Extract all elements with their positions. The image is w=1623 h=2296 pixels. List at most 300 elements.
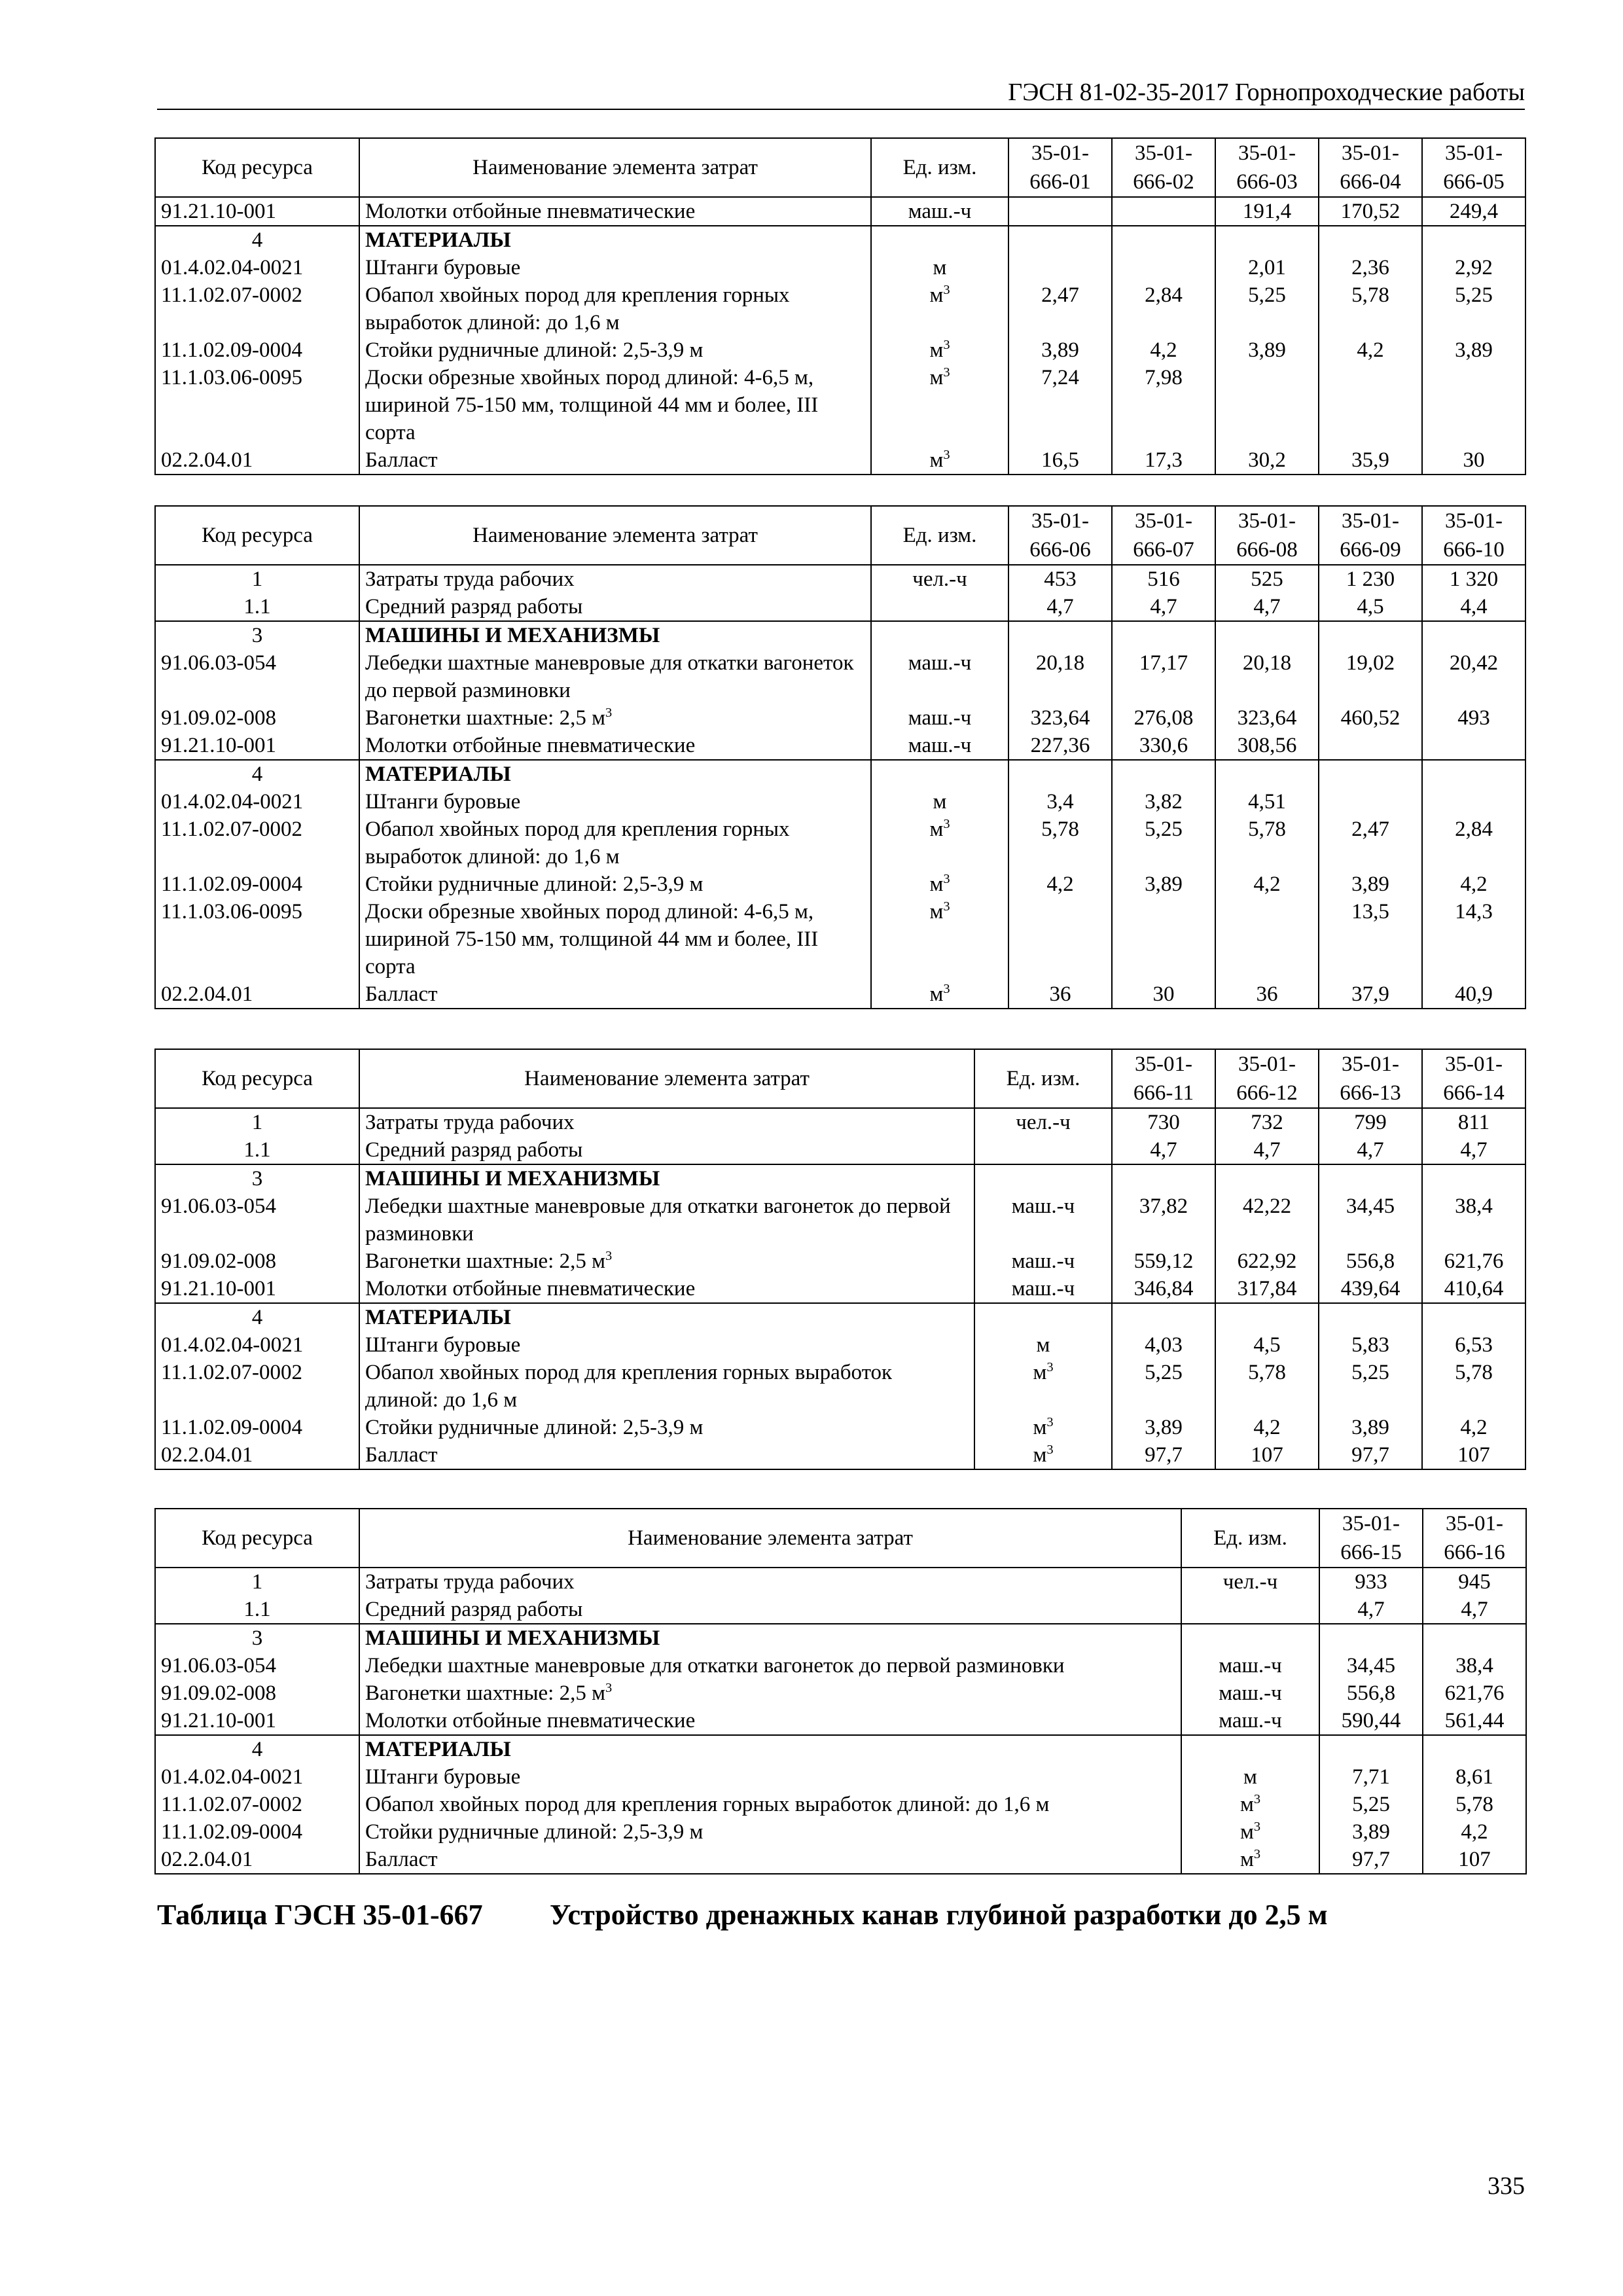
norm-value: 20,18 <box>1008 649 1112 704</box>
norm-value: 20,18 <box>1215 649 1319 704</box>
resource-code: 1.1 <box>155 593 359 621</box>
norm-value: 933 <box>1319 1568 1423 1596</box>
norm-value: 590,44 <box>1319 1707 1423 1735</box>
norm-value: 14,3 <box>1422 898 1525 980</box>
norm-value: 4,03 <box>1112 1331 1215 1359</box>
header-norm-code: 35-01- 666-10 <box>1422 506 1525 565</box>
norm-value: 561,44 <box>1423 1707 1526 1735</box>
norm-value: 35,9 <box>1319 446 1422 475</box>
unit-of-measure: м <box>871 788 1008 816</box>
norm-value: 799 <box>1319 1108 1422 1136</box>
table-row <box>155 816 1525 870</box>
table-row <box>155 1596 1526 1624</box>
norm-value: 7,98 <box>1112 364 1215 446</box>
resource-code: 91.21.10-001 <box>155 1707 359 1735</box>
norm-value <box>1008 621 1112 649</box>
cost-element-name: Вагонетки шахтные: 2,5 $м^3$ <box>359 1247 974 1275</box>
unit-of-measure: $м^3$ <box>871 980 1008 1009</box>
norm-value: 3,89 <box>1319 870 1422 898</box>
resource-code: 11.1.02.07-0002 <box>155 816 359 870</box>
norm-value <box>1215 364 1319 446</box>
resource-code: 4 <box>155 760 359 788</box>
cost-element-name: Доски обрезные хвойных пород длиной: 4-6,5 м, шириной 75-150 мм, толщиной 44 мм и более, III сорта <box>359 898 871 980</box>
norm-value <box>1215 760 1319 788</box>
header-norm-code: 35-01- 666-09 <box>1319 506 1422 565</box>
norm-value: 37,9 <box>1319 980 1422 1009</box>
norm-value: 7,71 <box>1319 1763 1423 1791</box>
cost-element-name: МАТЕРИАЛЫ <box>359 760 871 788</box>
norm-value <box>1215 226 1319 254</box>
unit-of-measure: $м^3$ <box>871 336 1008 364</box>
norm-value: 5,25 <box>1422 281 1525 336</box>
cost-element-name: Обапол хвойных пород для крепления горных выработок длиной: до 1,6 м <box>359 281 871 336</box>
table-row <box>155 1818 1526 1846</box>
unit-of-measure: м <box>871 254 1008 281</box>
norm-value: 317,84 <box>1215 1275 1319 1303</box>
cost-element-name: Балласт <box>359 446 871 475</box>
norm-value: 730 <box>1112 1108 1215 1136</box>
table-row <box>155 760 1525 788</box>
norm-value: 2,01 <box>1215 254 1319 281</box>
norm-value <box>1319 226 1422 254</box>
header-unit: Ед. изм. <box>871 138 1008 197</box>
norm-value: 34,45 <box>1319 1193 1422 1247</box>
norm-value <box>1423 1735 1526 1763</box>
table-row <box>155 1164 1525 1193</box>
table-row <box>155 1441 1525 1469</box>
header-code: Код ресурса <box>155 1049 359 1108</box>
norm-value: 308,56 <box>1215 732 1319 760</box>
unit-of-measure: $м^3$ <box>871 870 1008 898</box>
norm-value: 4,2 <box>1422 1414 1525 1441</box>
unit-of-measure: чел.-ч <box>1181 1568 1319 1596</box>
norm-value: 4,7 <box>1423 1596 1526 1624</box>
table-row <box>155 565 1525 593</box>
unit-of-measure <box>871 226 1008 254</box>
header-name: Наименование элемента затрат <box>359 1049 974 1108</box>
resource-code: 11.1.02.09-0004 <box>155 336 359 364</box>
norm-value: 5,78 <box>1215 816 1319 870</box>
norm-value: 516 <box>1112 565 1215 593</box>
norm-value: 410,64 <box>1422 1275 1525 1303</box>
norm-value <box>1008 197 1112 226</box>
norm-value <box>1422 760 1525 788</box>
cost-element-name: Обапол хвойных пород для крепления горных выработок длиной: до 1,6 м <box>359 1791 1181 1818</box>
header-name: Наименование элемента затрат <box>359 138 871 197</box>
table-row <box>155 1624 1526 1652</box>
norm-value: 107 <box>1423 1846 1526 1874</box>
norm-value <box>1422 1164 1525 1193</box>
unit-of-measure <box>871 760 1008 788</box>
norm-value: 3,89 <box>1112 870 1215 898</box>
cost-element-name: МАТЕРИАЛЫ <box>359 1735 1181 1763</box>
header-code: Код ресурса <box>155 1509 359 1568</box>
resource-code: 91.09.02-008 <box>155 704 359 732</box>
norm-value: 38,4 <box>1422 1193 1525 1247</box>
cost-element-name: Штанги буровые <box>359 1331 974 1359</box>
resource-code: 01.4.02.04-0021 <box>155 1331 359 1359</box>
cost-element-name: Балласт <box>359 1441 974 1469</box>
unit-of-measure: маш.-ч <box>871 197 1008 226</box>
cost-element-name: Обапол хвойных пород для крепления горных выработок длиной: до 1,6 м <box>359 1359 974 1414</box>
norm-value: 6,53 <box>1422 1331 1525 1359</box>
unit-of-measure: $м^3$ <box>871 364 1008 446</box>
norm-value: 2,36 <box>1319 254 1422 281</box>
table-row <box>155 621 1525 649</box>
cost-element-name: Средний разряд работы <box>359 593 871 621</box>
unit-of-measure: маш.-ч <box>871 649 1008 704</box>
norm-value <box>1422 1303 1525 1331</box>
unit-of-measure: маш.-ч <box>1181 1679 1319 1707</box>
norm-value: 4,2 <box>1215 1414 1319 1441</box>
norm-value: 5,25 <box>1319 1359 1422 1414</box>
resource-code: 1 <box>155 1108 359 1136</box>
table-header-row <box>155 1509 1526 1568</box>
cost-element-name: Лебедки шахтные маневровые для откатки вагонеток до первой разминовки <box>359 1193 974 1247</box>
norm-value <box>1112 621 1215 649</box>
table-header-row <box>155 1049 1525 1108</box>
unit-of-measure <box>974 1136 1112 1164</box>
header-name: Наименование элемента затрат <box>359 1509 1181 1568</box>
norm-value: 17,17 <box>1112 649 1215 704</box>
header-norm-code: 35-01- 666-06 <box>1008 506 1112 565</box>
cost-element-name: Средний разряд работы <box>359 1596 1181 1624</box>
unit-of-measure: маш.-ч <box>974 1193 1112 1247</box>
norm-value: 811 <box>1422 1108 1525 1136</box>
table-row <box>155 197 1525 226</box>
unit-of-measure: $м^3$ <box>974 1359 1112 1414</box>
header-norm-code: 35-01- 666-01 <box>1008 138 1112 197</box>
norm-value: 4,2 <box>1008 870 1112 898</box>
norm-value: 42,22 <box>1215 1193 1319 1247</box>
norm-value: 4,7 <box>1112 593 1215 621</box>
unit-of-measure <box>1181 1735 1319 1763</box>
norm-value: 945 <box>1423 1568 1526 1596</box>
cost-element-name: Балласт <box>359 1846 1181 1874</box>
resource-code: 11.1.03.06-0095 <box>155 364 359 446</box>
norm-value <box>1008 254 1112 281</box>
norm-value <box>1422 621 1525 649</box>
resource-code: 91.21.10-001 <box>155 1275 359 1303</box>
table-row <box>155 1136 1525 1164</box>
norm-value: 732 <box>1215 1108 1319 1136</box>
unit-of-measure <box>974 1303 1112 1331</box>
norm-value: 4,2 <box>1422 870 1525 898</box>
header-norm-code: 35-01- 666-02 <box>1112 138 1215 197</box>
norm-value <box>1319 1624 1423 1652</box>
cost-element-name: МАШИНЫ И МЕХАНИЗМЫ <box>359 621 871 649</box>
table-row <box>155 1247 1525 1275</box>
table-row <box>155 364 1525 446</box>
norm-value: 4,7 <box>1215 593 1319 621</box>
norm-value: 30,2 <box>1215 446 1319 475</box>
cost-element-name: Затраты труда рабочих <box>359 565 871 593</box>
header-norm-code: 35-01- 666-16 <box>1423 1509 1526 1568</box>
unit-of-measure: $м^3$ <box>974 1441 1112 1469</box>
table-row <box>155 1791 1526 1818</box>
unit-of-measure: $м^3$ <box>1181 1818 1319 1846</box>
norm-value: 493 <box>1422 704 1525 732</box>
norm-value: 16,5 <box>1008 446 1112 475</box>
norm-value: 36 <box>1008 980 1112 1009</box>
norm-value: 323,64 <box>1008 704 1112 732</box>
table-row <box>155 446 1525 475</box>
cost-element-name: Затраты труда рабочих <box>359 1108 974 1136</box>
cost-element-name: МАТЕРИАЛЫ <box>359 226 871 254</box>
header-norm-code: 35-01- 666-11 <box>1112 1049 1215 1108</box>
norm-value: 5,25 <box>1112 816 1215 870</box>
unit-of-measure <box>1181 1596 1319 1624</box>
resource-code: 11.1.02.09-0004 <box>155 870 359 898</box>
section-table-number: Таблица ГЭСН 35-01-667 <box>157 1899 483 1931</box>
header-norm-code: 35-01- 666-03 <box>1215 138 1319 197</box>
norm-value: 5,25 <box>1319 1791 1423 1818</box>
table-row <box>155 254 1525 281</box>
table-row <box>155 1303 1525 1331</box>
norm-value: 227,36 <box>1008 732 1112 760</box>
resource-code: 1.1 <box>155 1136 359 1164</box>
cost-table-4 <box>154 1508 1527 1874</box>
table-header-row <box>155 138 1525 197</box>
norm-value: 97,7 <box>1319 1441 1422 1469</box>
norm-value <box>1319 1164 1422 1193</box>
unit-of-measure: маш.-ч <box>871 704 1008 732</box>
norm-value: 4,7 <box>1422 1136 1525 1164</box>
unit-of-measure: чел.-ч <box>974 1108 1112 1136</box>
header-name: Наименование элемента затрат <box>359 506 871 565</box>
norm-value: 330,6 <box>1112 732 1215 760</box>
cost-table-3 <box>154 1049 1526 1470</box>
cost-element-name: Балласт <box>359 980 871 1009</box>
table-row <box>155 980 1525 1009</box>
norm-value: 5,78 <box>1215 1359 1319 1414</box>
table-row <box>155 1707 1526 1735</box>
norm-value: 4,7 <box>1319 1136 1422 1164</box>
header-code: Код ресурса <box>155 506 359 565</box>
cost-element-name: Молотки отбойные пневматические <box>359 1707 1181 1735</box>
table-row <box>155 336 1525 364</box>
norm-value: 3,89 <box>1008 336 1112 364</box>
norm-value <box>1112 760 1215 788</box>
table-row <box>155 649 1525 704</box>
norm-value: 4,2 <box>1423 1818 1526 1846</box>
norm-value: 36 <box>1215 980 1319 1009</box>
norm-value <box>1423 1624 1526 1652</box>
section-title <box>157 1897 1525 1933</box>
resource-code: 91.21.10-001 <box>155 732 359 760</box>
unit-of-measure: $м^3$ <box>974 1414 1112 1441</box>
cost-element-name: МАШИНЫ И МЕХАНИЗМЫ <box>359 1164 974 1193</box>
resource-code: 11.1.02.09-0004 <box>155 1818 359 1846</box>
cost-element-name: Доски обрезные хвойных пород длиной: 4-6,5 м, шириной 75-150 мм, толщиной 44 мм и более, III сорта <box>359 364 871 446</box>
table-row <box>155 1652 1526 1679</box>
unit-of-measure: маш.-ч <box>974 1275 1112 1303</box>
resource-code: 4 <box>155 1303 359 1331</box>
norm-value: 5,25 <box>1112 1359 1215 1414</box>
table-row <box>155 1846 1526 1874</box>
header-norm-code: 35-01- 666-13 <box>1319 1049 1422 1108</box>
norm-value: 3,82 <box>1112 788 1215 816</box>
norm-value <box>1319 760 1422 788</box>
resource-code: 02.2.04.01 <box>155 1441 359 1469</box>
norm-value: 4,2 <box>1215 870 1319 898</box>
header-unit: Ед. изм. <box>871 506 1008 565</box>
norm-value: 4,2 <box>1112 336 1215 364</box>
cost-element-name: МАТЕРИАЛЫ <box>359 1303 974 1331</box>
table-row <box>155 1193 1525 1247</box>
norm-value <box>1319 364 1422 446</box>
norm-value <box>1422 732 1525 760</box>
norm-value <box>1319 788 1422 816</box>
norm-value: 5,78 <box>1422 1359 1525 1414</box>
norm-value: 2,92 <box>1422 254 1525 281</box>
header-rule <box>157 109 1525 110</box>
table-row <box>155 1331 1525 1359</box>
norm-value: 2,47 <box>1319 816 1422 870</box>
norm-value <box>1215 898 1319 980</box>
norm-value: 191,4 <box>1215 197 1319 226</box>
header-norm-code: 35-01- 666-07 <box>1112 506 1215 565</box>
norm-value: 38,4 <box>1423 1652 1526 1679</box>
norm-value: 622,92 <box>1215 1247 1319 1275</box>
norm-value: 4,2 <box>1319 336 1422 364</box>
norm-value: 439,64 <box>1319 1275 1422 1303</box>
resource-code: 11.1.02.07-0002 <box>155 1359 359 1414</box>
norm-value: 30 <box>1112 980 1215 1009</box>
resource-code: 4 <box>155 226 359 254</box>
norm-value <box>1008 226 1112 254</box>
unit-of-measure: $м^3$ <box>871 816 1008 870</box>
resource-code: 02.2.04.01 <box>155 1846 359 1874</box>
cost-table-1 <box>154 137 1526 475</box>
norm-value <box>1215 1303 1319 1331</box>
norm-value: 4,51 <box>1215 788 1319 816</box>
table-row <box>155 1763 1526 1791</box>
header-norm-code: 35-01- 666-14 <box>1422 1049 1525 1108</box>
cost-element-name: Штанги буровые <box>359 1763 1181 1791</box>
norm-value: 30 <box>1422 446 1525 475</box>
norm-value: 3,89 <box>1319 1414 1422 1441</box>
resource-code: 91.06.03-054 <box>155 649 359 704</box>
norm-value: 170,52 <box>1319 197 1422 226</box>
norm-value: 621,76 <box>1423 1679 1526 1707</box>
unit-of-measure: $м^3$ <box>871 446 1008 475</box>
table-row <box>155 732 1525 760</box>
table-row <box>155 1568 1526 1596</box>
norm-value: 276,08 <box>1112 704 1215 732</box>
page-number: 335 <box>1488 2172 1525 2200</box>
header-norm-code: 35-01- 666-08 <box>1215 506 1319 565</box>
cost-element-name: Вагонетки шахтные: 2,5 $м^3$ <box>359 1679 1181 1707</box>
norm-value: 4,7 <box>1112 1136 1215 1164</box>
resource-code: 91.06.03-054 <box>155 1652 359 1679</box>
norm-value: 5,25 <box>1215 281 1319 336</box>
norm-value: 37,82 <box>1112 1193 1215 1247</box>
norm-value <box>1112 254 1215 281</box>
resource-code: 4 <box>155 1735 359 1763</box>
unit-of-measure <box>974 1164 1112 1193</box>
norm-value: 97,7 <box>1112 1441 1215 1469</box>
norm-value <box>1422 226 1525 254</box>
unit-of-measure <box>1181 1624 1319 1652</box>
resource-code: 3 <box>155 1164 359 1193</box>
table-row <box>155 1735 1526 1763</box>
norm-value: 1 230 <box>1319 565 1422 593</box>
cost-element-name: Молотки отбойные пневматические <box>359 732 871 760</box>
header-unit: Ед. изм. <box>974 1049 1112 1108</box>
norm-value: 3,4 <box>1008 788 1112 816</box>
header-norm-code: 35-01- 666-15 <box>1319 1509 1423 1568</box>
resource-code: 1 <box>155 565 359 593</box>
header-norm-code: 35-01- 666-05 <box>1422 138 1525 197</box>
norm-value <box>1319 1735 1423 1763</box>
norm-value: 525 <box>1215 565 1319 593</box>
table-row <box>155 788 1525 816</box>
resource-code: 91.06.03-054 <box>155 1193 359 1247</box>
cost-element-name: Молотки отбойные пневматические <box>359 197 871 226</box>
norm-value: 40,9 <box>1422 980 1525 1009</box>
norm-value: 4,7 <box>1319 1596 1423 1624</box>
norm-value <box>1215 1164 1319 1193</box>
resource-code: 91.09.02-008 <box>155 1679 359 1707</box>
norm-value: 249,4 <box>1422 197 1525 226</box>
norm-value <box>1422 788 1525 816</box>
norm-value <box>1112 226 1215 254</box>
norm-value: 4,5 <box>1215 1331 1319 1359</box>
table-row <box>155 593 1525 621</box>
table-row <box>155 281 1525 336</box>
resource-code: 1 <box>155 1568 359 1596</box>
cost-element-name: Стойки рудничные длиной: 2,5-3,9 м <box>359 870 871 898</box>
norm-value: 5,78 <box>1319 281 1422 336</box>
table-row <box>155 226 1525 254</box>
cost-element-name: Обапол хвойных пород для крепления горных выработок длиной: до 1,6 м <box>359 816 871 870</box>
norm-value: 107 <box>1422 1441 1525 1469</box>
norm-value <box>1319 732 1422 760</box>
norm-value: 17,3 <box>1112 446 1215 475</box>
cost-element-name: Стойки рудничные длиной: 2,5-3,9 м <box>359 1414 974 1441</box>
norm-value <box>1112 1164 1215 1193</box>
norm-value: 4,7 <box>1008 593 1112 621</box>
resource-code: 91.09.02-008 <box>155 1247 359 1275</box>
norm-value <box>1319 1303 1422 1331</box>
cost-element-name: Стойки рудничные длиной: 2,5-3,9 м <box>359 336 871 364</box>
norm-value: 3,89 <box>1112 1414 1215 1441</box>
resource-code: 3 <box>155 1624 359 1652</box>
norm-value: 2,47 <box>1008 281 1112 336</box>
norm-value <box>1112 898 1215 980</box>
norm-value: 97,7 <box>1319 1846 1423 1874</box>
header-norm-code: 35-01- 666-04 <box>1319 138 1422 197</box>
norm-value: 621,76 <box>1422 1247 1525 1275</box>
resource-code: 02.2.04.01 <box>155 446 359 475</box>
cost-element-name: Средний разряд работы <box>359 1136 974 1164</box>
table-row <box>155 704 1525 732</box>
table-row <box>155 1275 1525 1303</box>
norm-value <box>1215 621 1319 649</box>
norm-value: 13,5 <box>1319 898 1422 980</box>
header-unit: Ед. изм. <box>1181 1509 1319 1568</box>
cost-element-name: Лебедки шахтные маневровые для откатки вагонеток до первой разминовки <box>359 649 871 704</box>
norm-value: 2,84 <box>1112 281 1215 336</box>
norm-value: 2,84 <box>1422 816 1525 870</box>
norm-value: 556,8 <box>1319 1679 1423 1707</box>
section-table-title: Устройство дренажных канав глубиной разработки до 2,5 м <box>550 1899 1328 1931</box>
norm-value: 3,89 <box>1215 336 1319 364</box>
norm-value <box>1008 760 1112 788</box>
unit-of-measure: м <box>1181 1763 1319 1791</box>
norm-value: 4,5 <box>1319 593 1422 621</box>
